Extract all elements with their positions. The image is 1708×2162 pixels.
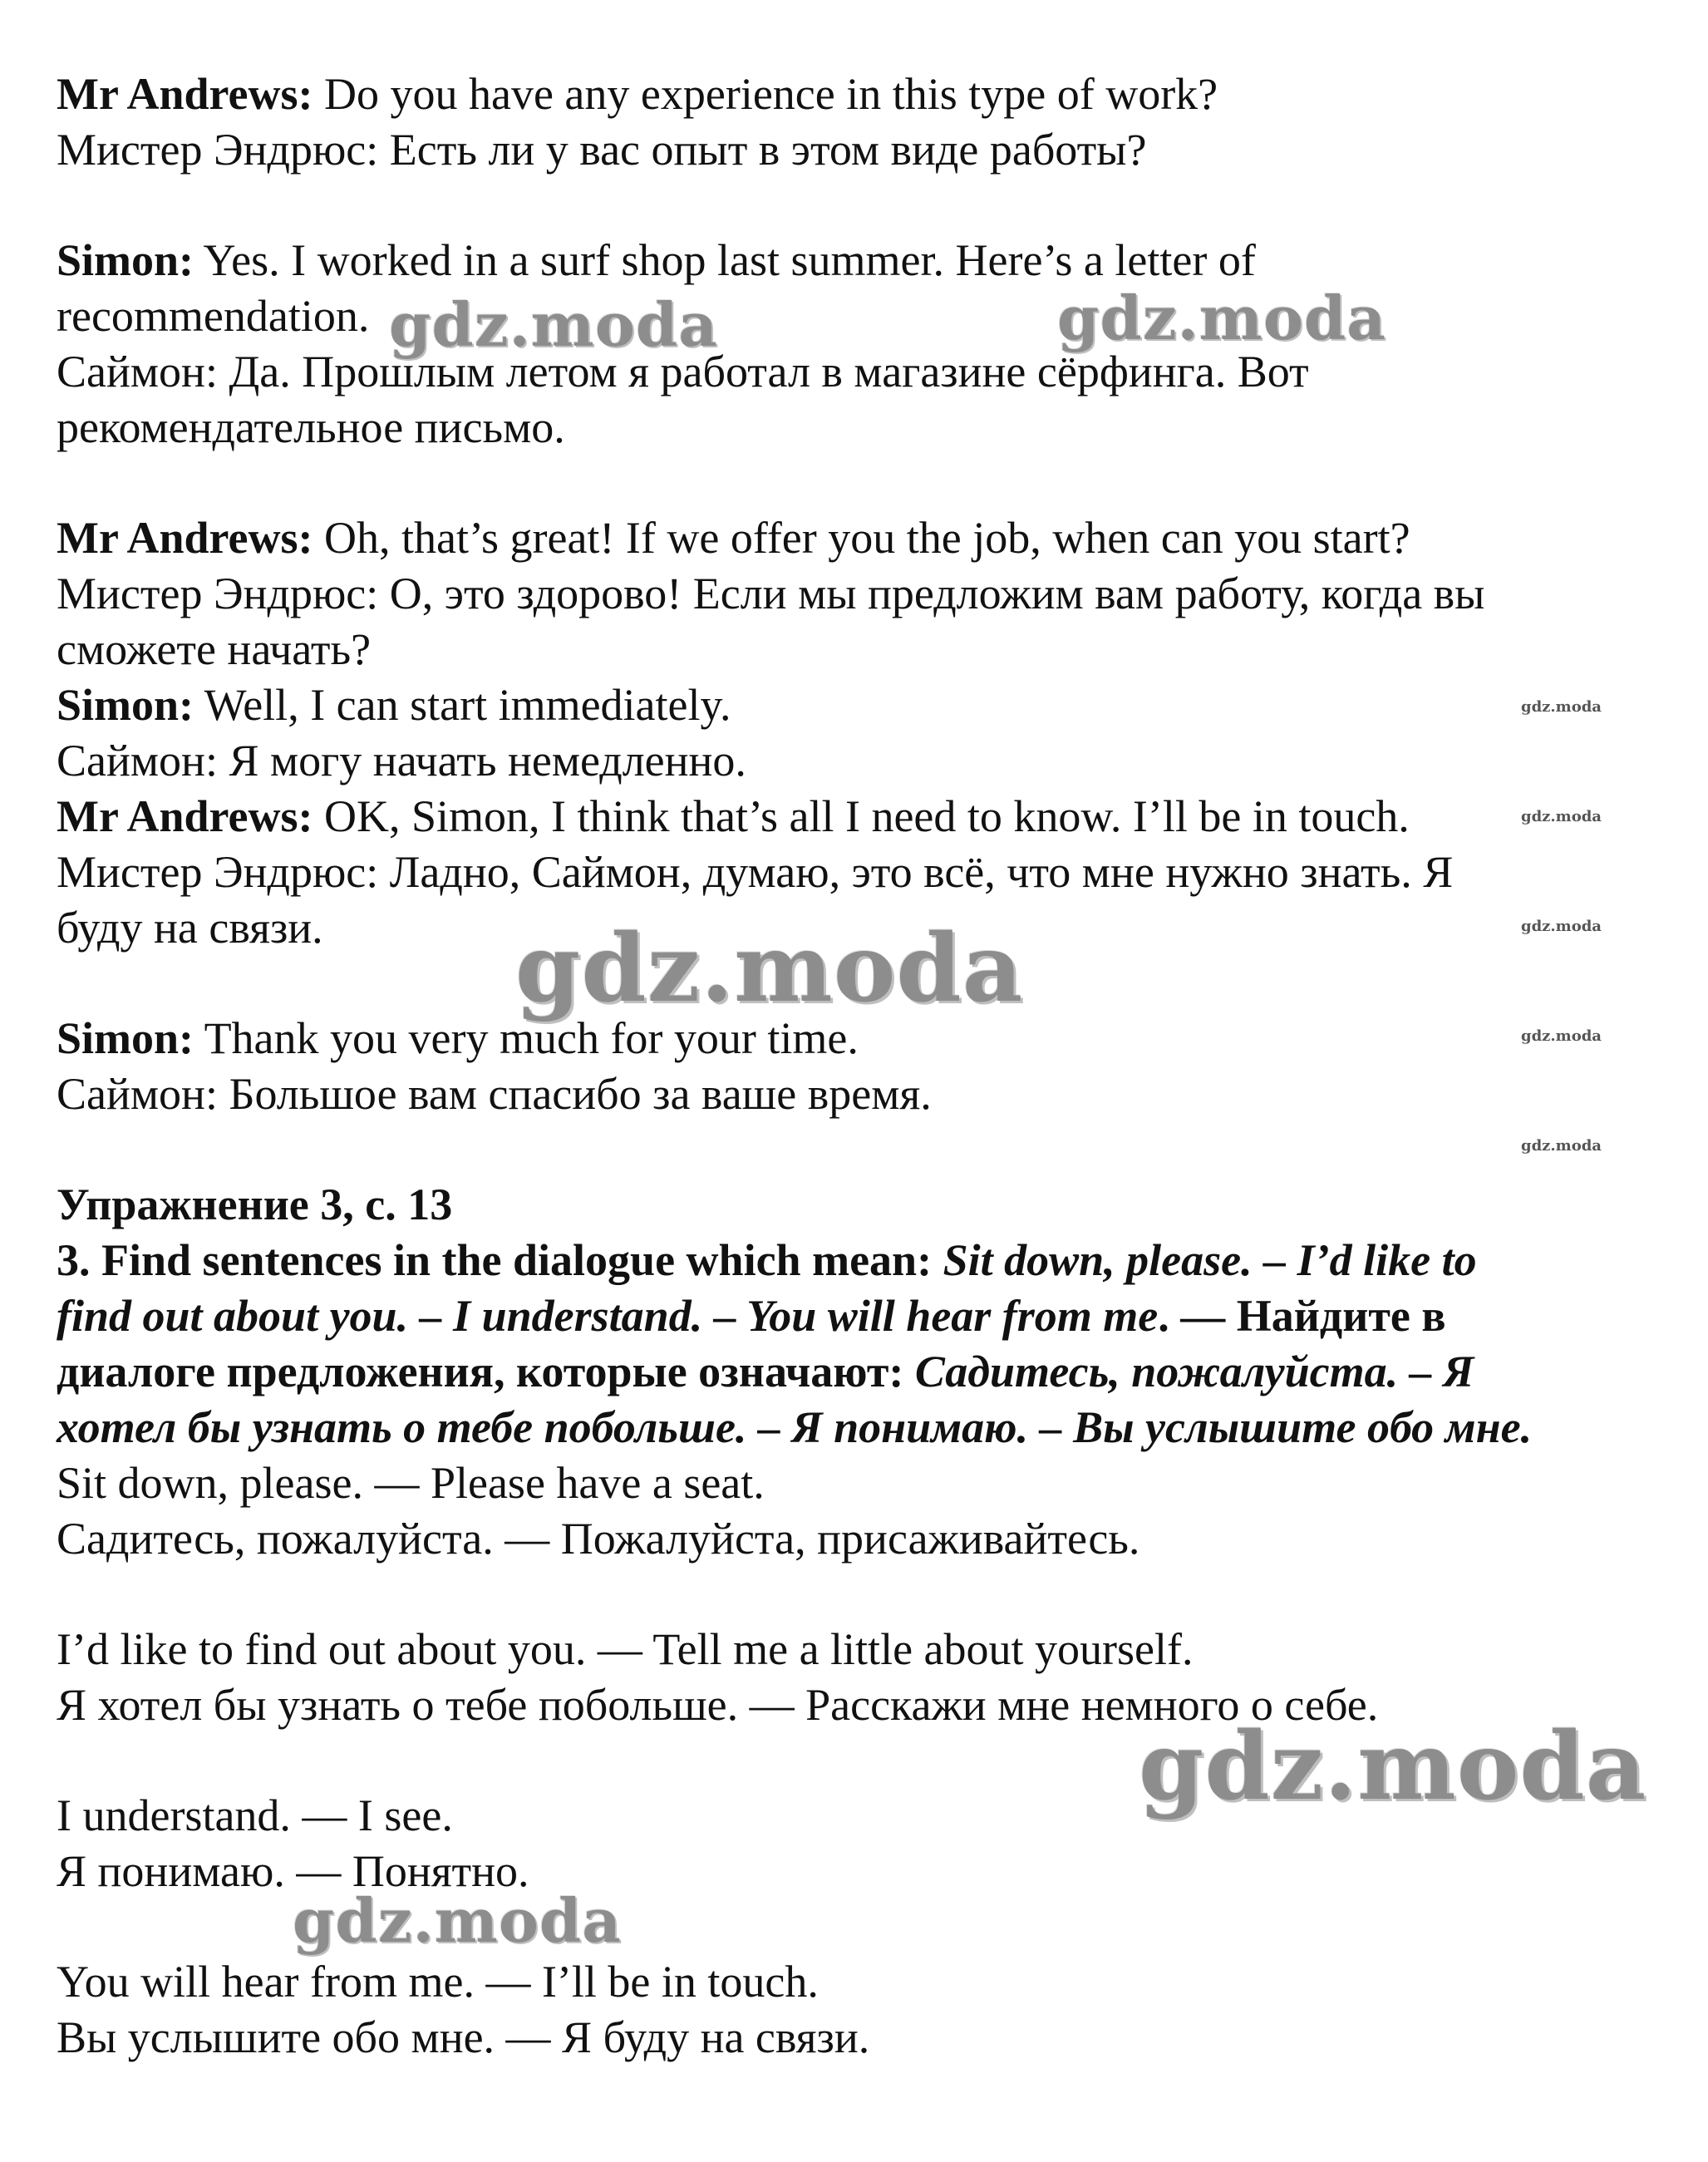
- speaker-name: Mr Andrews:: [57, 791, 313, 841]
- translation-line: Мистер Эндрюс: О, это здорово! Если мы предложим вам работу, когда вы: [57, 569, 1485, 618]
- exercise-task-line: [57, 1344, 1474, 1399]
- speaker-name: Mr Andrews:: [57, 513, 313, 563]
- dialogue-line: [57, 233, 1256, 288]
- line-text: Thank you very much for your time.: [194, 1013, 859, 1063]
- exercise-task-line: [57, 1233, 1477, 1288]
- dialogue-line: [57, 789, 1410, 844]
- task-phrases: Садитесь, пожалуйста. – Я: [914, 1347, 1474, 1396]
- watermark-small: gdz.moda: [1521, 1027, 1602, 1045]
- watermark-logo: gdz.moda: [389, 289, 718, 360]
- exercise-task-line: хотел бы узнать о тебе побольше. – Я понимаю. – Вы услышите обо мне.: [57, 1402, 1533, 1452]
- watermark-small: gdz.moda: [1521, 698, 1602, 716]
- answer-line: I understand. — I see.: [57, 1790, 453, 1840]
- answer-translation: Я понимаю. — Понятно.: [57, 1846, 529, 1896]
- dialogue-line: recommendation.: [57, 291, 370, 341]
- translation-line: Мистер Эндрюс: Ладно, Саймон, думаю, это всё, что мне нужно знать. Я: [57, 847, 1454, 897]
- translation-line: сможете начать?: [57, 624, 372, 674]
- line-text: Yes. I worked in a surf shop last summer. Here’s a letter of: [194, 235, 1256, 285]
- watermark-small: gdz.moda: [1521, 1137, 1602, 1155]
- speaker-name: Simon:: [57, 1013, 194, 1063]
- answer-translation: Вы услышите обо мне. — Я буду на связи.: [57, 2012, 870, 2062]
- line-text: Oh, that’s great! If we offer you the job, when can you start?: [313, 513, 1410, 563]
- task-text: . — Найдите в: [1158, 1291, 1446, 1341]
- line-text: Do you have any experience in this type of work?: [313, 69, 1218, 119]
- translation-line: рекомендательное письмо.: [57, 402, 565, 452]
- translation-line: Саймон: Большое вам спасибо за ваше время.: [57, 1069, 932, 1119]
- task-phrases: Sit down, please. – I’d like to: [943, 1235, 1477, 1285]
- watermark-logo: gdz.moda: [293, 1885, 622, 1956]
- translation-line: буду на связи.: [57, 903, 323, 953]
- watermark-small: gdz.moda: [1521, 918, 1602, 935]
- line-text: Well, I can start immediately.: [194, 680, 731, 730]
- answer-line: You will hear from me. — I’ll be in touch.: [57, 1957, 819, 2007]
- task-phrases: find out about you. – I understand. – You will hear from me: [57, 1291, 1159, 1341]
- translation-line: Саймон: Да. Прошлым летом я работал в магазине сёрфинга. Вот: [57, 347, 1309, 396]
- line-text: OK, Simon, I think that’s all I need to know. I’ll be in touch.: [313, 791, 1410, 841]
- exercise-task-line: [57, 1288, 1445, 1343]
- speaker-name: Mr Andrews:: [57, 69, 313, 119]
- watermark-small: gdz.moda: [1521, 808, 1602, 825]
- answer-translation: Садитесь, пожалуйста. — Пожалуйста, присаживайтесь.: [57, 1514, 1140, 1564]
- task-text: 3. Find sentences in the dialogue which mean:: [57, 1235, 943, 1285]
- exercise-heading: Упражнение 3, с. 13: [57, 1179, 453, 1229]
- watermark-logo: gdz.moda: [1057, 283, 1386, 353]
- translation-line: Мистер Эндрюс: Есть ли у вас опыт в этом виде работы?: [57, 125, 1147, 175]
- answer-translation: Я хотел бы узнать о тебе побольше. — Расскажи мне немного о себе.: [57, 1680, 1379, 1730]
- dialogue-line: [57, 66, 1218, 121]
- dialogue-line: [57, 510, 1410, 565]
- speaker-name: Simon:: [57, 680, 194, 730]
- dialogue-line: [57, 677, 731, 732]
- watermark-logo: gdz.moda: [1139, 1712, 1647, 1821]
- translation-line: Саймон: Я могу начать немедленно.: [57, 736, 746, 786]
- speaker-name: Simon:: [57, 235, 194, 285]
- task-text: диалоге предложения, которые означают:: [57, 1347, 915, 1396]
- watermark-logo: gdz.moda: [515, 914, 1024, 1023]
- answer-line: Sit down, please. — Please have a seat.: [57, 1458, 765, 1508]
- answer-line: I’d like to find out about you. — Tell me a little about yourself.: [57, 1624, 1194, 1674]
